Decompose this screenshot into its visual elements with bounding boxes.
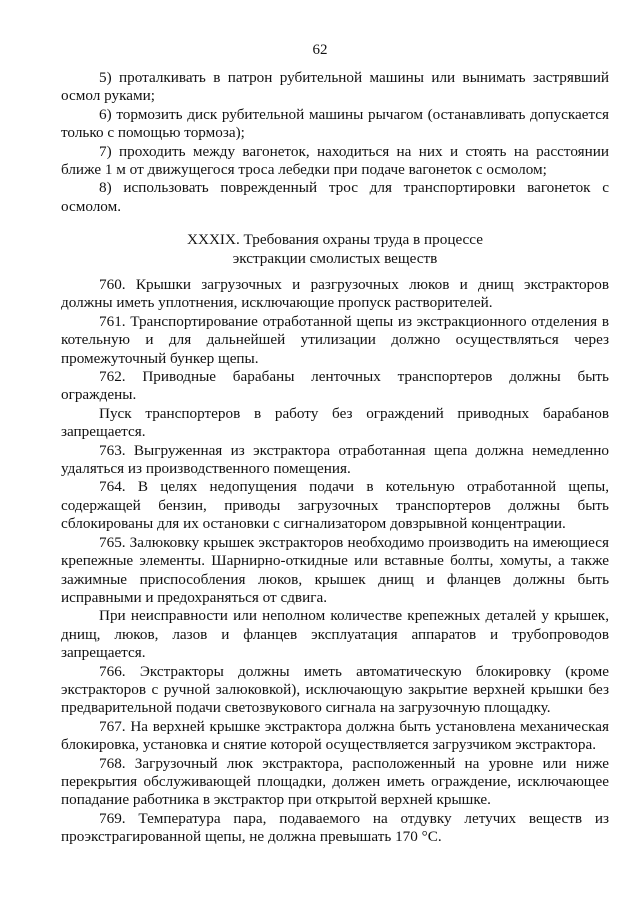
section-heading-line: XXXIX. Требования охраны труда в процессе	[187, 231, 483, 248]
section-body	[61, 276, 609, 847]
paragraph-764: 764. В целях недопущения подачи в котельную отработанной щепы, содержащей бензин, приводы загрузочных транспортеров должны быть сблокированы для их остановки с сигнализатором довзрывной концентрации.	[61, 478, 609, 533]
paragraph-765: 765. Залюковку крышек экстракторов необходимо производить на имеющиеся крепежные элементы. Шарнирно-откидные или вставные болты, хомуты, а также зажимные приспособления люков, крышек днищ и фланцев должны быть исправными и предохраняться от сдвига.	[61, 533, 609, 606]
prohibited-actions-list	[61, 69, 609, 216]
paragraph-769: 769. Температура пара, подаваемого на отдувку летучих веществ из проэкстрагированной щепы, не должна превышать 170 °С.	[61, 809, 609, 846]
list-item: 8) использовать поврежденный трос для транспортировки вагонеток с осмолом.	[61, 179, 609, 215]
paragraph-760: 760. Крышки загрузочных и разгрузочных люков и днищ экстракторов должны иметь уплотнения, исключающие пропуск растворителей.	[61, 276, 609, 312]
paragraph-765-continued: При неисправности или неполном количестве крепежных деталей у крышек, днищ, люков, лазов и фланцев эксплуатация аппаратов и трубопроводов запрещается.	[61, 607, 609, 662]
list-item: 7) проходить между вагонеток, находиться на них и стоять на расстоянии ближе 1 м от движущегося троса лебедки при подаче вагонеток с осмолом;	[61, 142, 609, 179]
section-heading	[61, 230, 609, 268]
section-heading-line: экстракции смолистых веществ	[232, 250, 438, 267]
paragraph-763: 763. Выгруженная из экстрактора отработанная щепа должна немедленно удаляться из производственного помещения.	[61, 441, 609, 478]
paragraph-761: 761. Транспортирование отработанной щепы из экстракционного отделения в котельную и для дальнейшей утилизации должно осуществляться через промежуточный бункер щепы.	[61, 312, 609, 367]
paragraph-766: 766. Экстракторы должны иметь автоматическую блокировку (кроме экстракторов с ручной залюковкой), исключающую закрытие верхней крышки без предварительной подачи светозвукового сигнала на загрузочную площадку.	[61, 662, 609, 717]
paragraph-768: 768. Загрузочный люк экстрактора, расположенный на уровне или ниже перекрытия обслуживающей площадки, должен иметь ограждение, исключающее попадание работника в экстрактор при открытой верхней крышке.	[61, 754, 609, 809]
paragraph-762: 762. Приводные барабаны ленточных транспортеров должны быть ограждены.	[61, 368, 609, 404]
list-item: 5) проталкивать в патрон рубительной машины или вынимать застрявший осмол руками;	[61, 69, 609, 105]
page-number: 62	[312, 42, 328, 58]
paragraph-762-continued: Пуск транспортеров в работу без ограждений приводных барабанов запрещается.	[61, 404, 609, 441]
paragraph-767: 767. На верхней крышке экстрактора должна быть установлена механическая блокировка, установка и снятие которой осуществляется загрузчиком экстрактора.	[61, 717, 609, 754]
list-item: 6) тормозить диск рубительной машины рычагом (останавливать допускается только с помощью тормоза);	[61, 105, 609, 142]
